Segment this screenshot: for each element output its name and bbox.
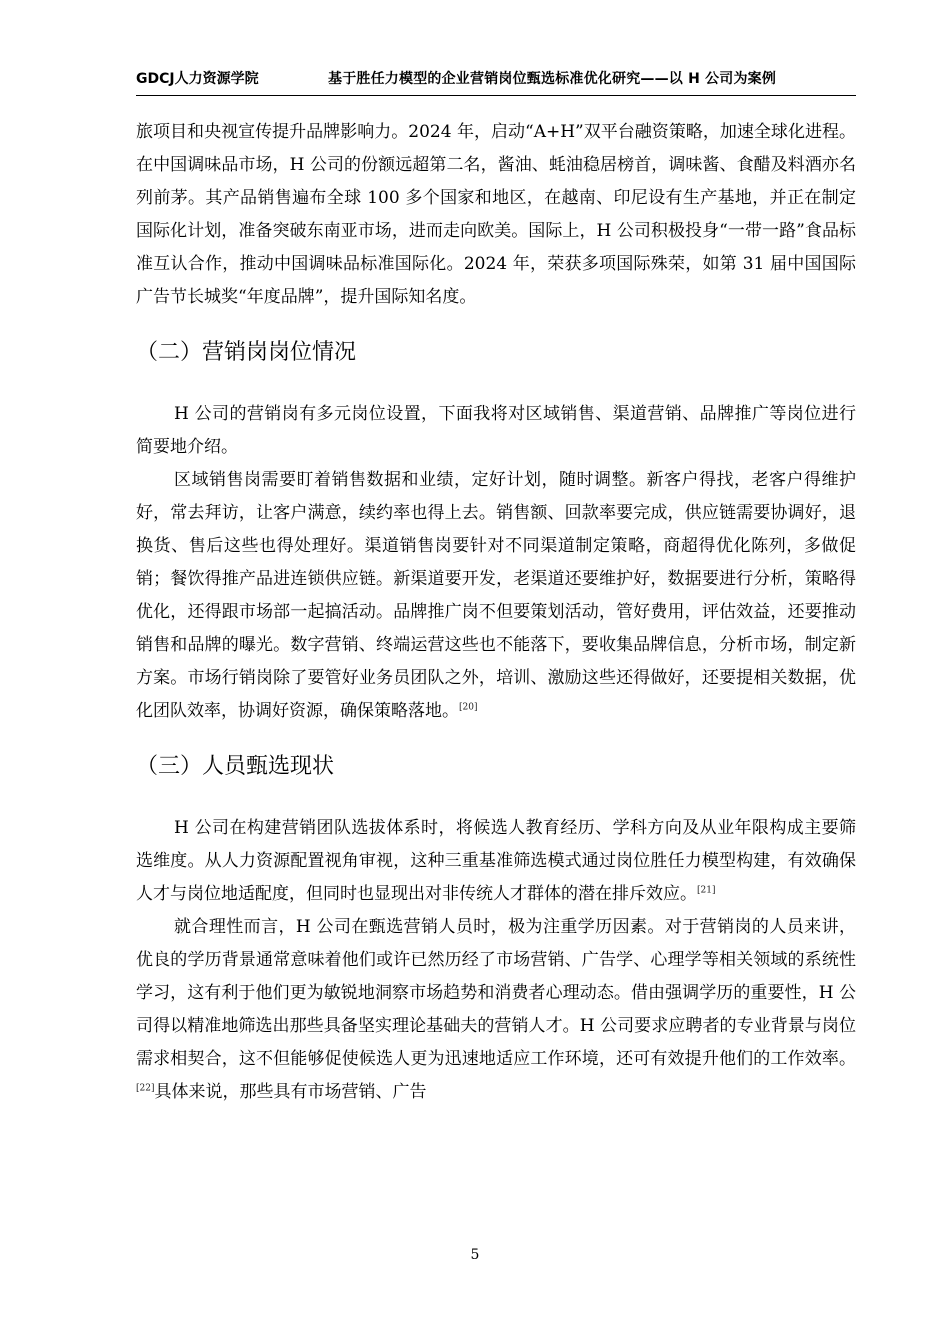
intro-paragraph: 旅项目和央视宣传提升品牌影响力。2024 年，启动“A+H”双平台融资策略，加速全球化进程。在中国调味品市场，H 公司的份额远超第二名，酱油、蚝油稳居榜首，调味酱、食醋及料酒亦名列前茅。其产品销售遍布全球 100 多个国家和地区，在越南、印尼设有生产基地，并正在制定国际化计划，准备突破东南亚市场，进而走向欧美。国际上，H 公司积极投身“一带一路”食品标准互认合作，推动中国调味品标准国际化。2024 年，荣获多项国际殊荣，如第 31 届中国国际广告节长城奖“年度品牌”，提升国际知名度。	[136, 122, 856, 307]
citation-22: [22]	[136, 1083, 155, 1094]
section3-paragraph-2	[136, 911, 856, 1109]
section-heading-2: （二）营销岗岗位情况	[136, 340, 357, 365]
page-number: 5	[470, 1247, 480, 1263]
page-body	[136, 116, 856, 1109]
header-thesis-title: 基于胜任力模型的企业营销岗位甄选标准优化研究——以 H 公司为案例	[328, 71, 777, 87]
header-divider	[136, 95, 856, 96]
page-header	[136, 68, 856, 90]
section3-paragraph-1	[136, 812, 856, 911]
section-heading-3: （三）人员甄选现状	[136, 754, 335, 779]
section2-paragraph-2	[136, 464, 856, 728]
section3-paragraph-2-text-a: 就合理性而言，H 公司在甄选营销人员时，极为注重学历因素。对于营销岗的人员来讲，优良的学历背景通常意味着他们或许已然历经了市场营销、广告学、心理学等相关领域的系统性学习，这有利于他们更为敏锐地洞察市场趋势和消费者心理动态。借由强调学历的重要性，H 公司得以精准地筛选出那些具备坚实理论基础夫的营销人才。H 公司要求应聘者的专业背景与岗位需求相契合，这不但能够促使候选人更为迅速地适应工作环境，还可有效提升他们的工作效率。	[136, 917, 856, 1069]
header-institution: GDCJ人力资源学院	[136, 71, 259, 87]
section2-paragraph-1: H 公司的营销岗有多元岗位设置，下面我将对区域销售、渠道营销、品牌推广等岗位进行简要地介绍。	[136, 404, 856, 457]
citation-21: [21]	[697, 885, 716, 896]
section3-paragraph-1-text: H 公司在构建营销团队选拔体系时，将候选人教育经历、学科方向及从业年限构成主要筛选维度。从人力资源配置视角审视，这种三重基准筛选模式通过岗位胜任力模型构建，有效确保人才与岗位地适配度，但同时也显现出对非传统人才群体的潜在排斥效应。	[136, 818, 856, 904]
section2-paragraph-2-text: 区域销售岗需要盯着销售数据和业绩，定好计划，随时调整。新客户得找，老客户得维护好，常去拜访，让客户满意，续约率也得上去。销售额、回款率要完成，供应链需要协调好，退换货、售后这些也得处理好。渠道销售岗要针对不同渠道制定策略，商超得优化陈列，多做促销；餐饮得推产品进连锁供应链。新渠道要开发，老渠道还要维护好，数据要进行分析，策略得优化，还得跟市场部一起搞活动。品牌推广岗不但要策划活动，管好费用，评估效益，还要推动销售和品牌的曝光。数字营销、终端运营这些也不能落下，要收集品牌信息，分析市场，制定新方案。市场行销岗除了要管好业务员团队之外，培训、激励这些还得做好，还要提相关数据，优化团队效率，协调好资源，确保策略落地。	[136, 470, 856, 721]
citation-20: [20]	[459, 702, 478, 713]
section3-paragraph-2-text-b: 具体来说，那些具有市场营销、广告	[154, 1082, 427, 1102]
